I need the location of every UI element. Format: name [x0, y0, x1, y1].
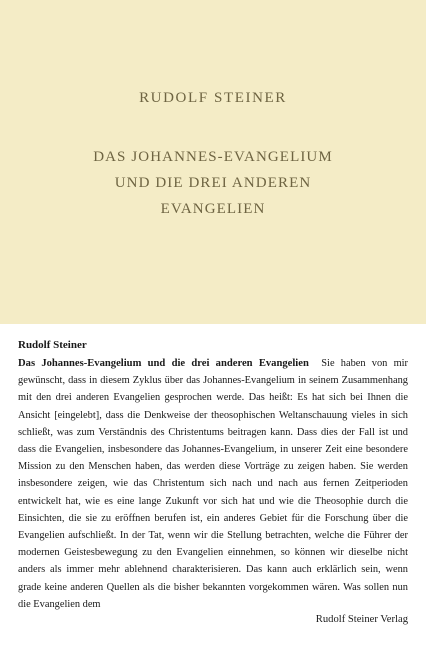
back-author: Rudolf Steiner — [18, 339, 87, 351]
cover-title-line: DAS JOHANNES-EVANGELIUM — [93, 149, 333, 165]
cover-title — [0, 144, 426, 222]
publisher-name: Rudolf Steiner Verlag — [315, 614, 408, 625]
cover-title-line: EVANGELIEN — [160, 201, 266, 217]
back-subtitle: Das Johannes-Evangelium und die drei anderen Evangelien — [18, 358, 309, 369]
blurb-paragraph — [18, 355, 408, 613]
blurb-text: Sie haben von mir gewünscht, dass in diesem Zyklus über das Johannes-Evangelium in seinem Zusammenhang mit den drei anderen Evangelien gesprochen werde. Das heißt: Es hat sich bei Ihnen die Ansicht [eingelebt], dass die Denkweise der theosophischen Weltanschauung vieles in sich schließt, was zum Verständnis des Christentums beitragen kann. Dass dies der Fall ist und dass die Evangelien, insbesondere das Johannes-Evangelium, in unserer Zeit eine besondere Mission zu den Menschen haben, das werden diese Vorträge zu zeigen haben. Sie werden insbesondere zeigen, wie das Christentum sich nach und nach aus fernen Zeitperioden entwickelt hat, wie es eine lange Zukunft vor sich hat und wie die Theosophie durch die Einsichten, die sie zu eröffnen berufen ist, ein anderes Gebiet für die Forschung über die Evangelien aufschließt. In der Tat, wenn wir die Stellung betrachten, welche die Führer der modernen Geistesbewegung zu den Evangelien einnehmen, so können wir dieselbe nicht anders als immer mehr ablehnend charakterisieren. Das kann auch erklärlich sein, wenn grade keine anderen Quellen als die bisher bekannten vorgekommen wären. Was sollen nun die Evangelien dem — [18, 358, 408, 610]
cover-title-line: UND DIE DREI ANDEREN — [114, 175, 312, 191]
cover-author: RUDOLF STEINER — [139, 90, 287, 106]
